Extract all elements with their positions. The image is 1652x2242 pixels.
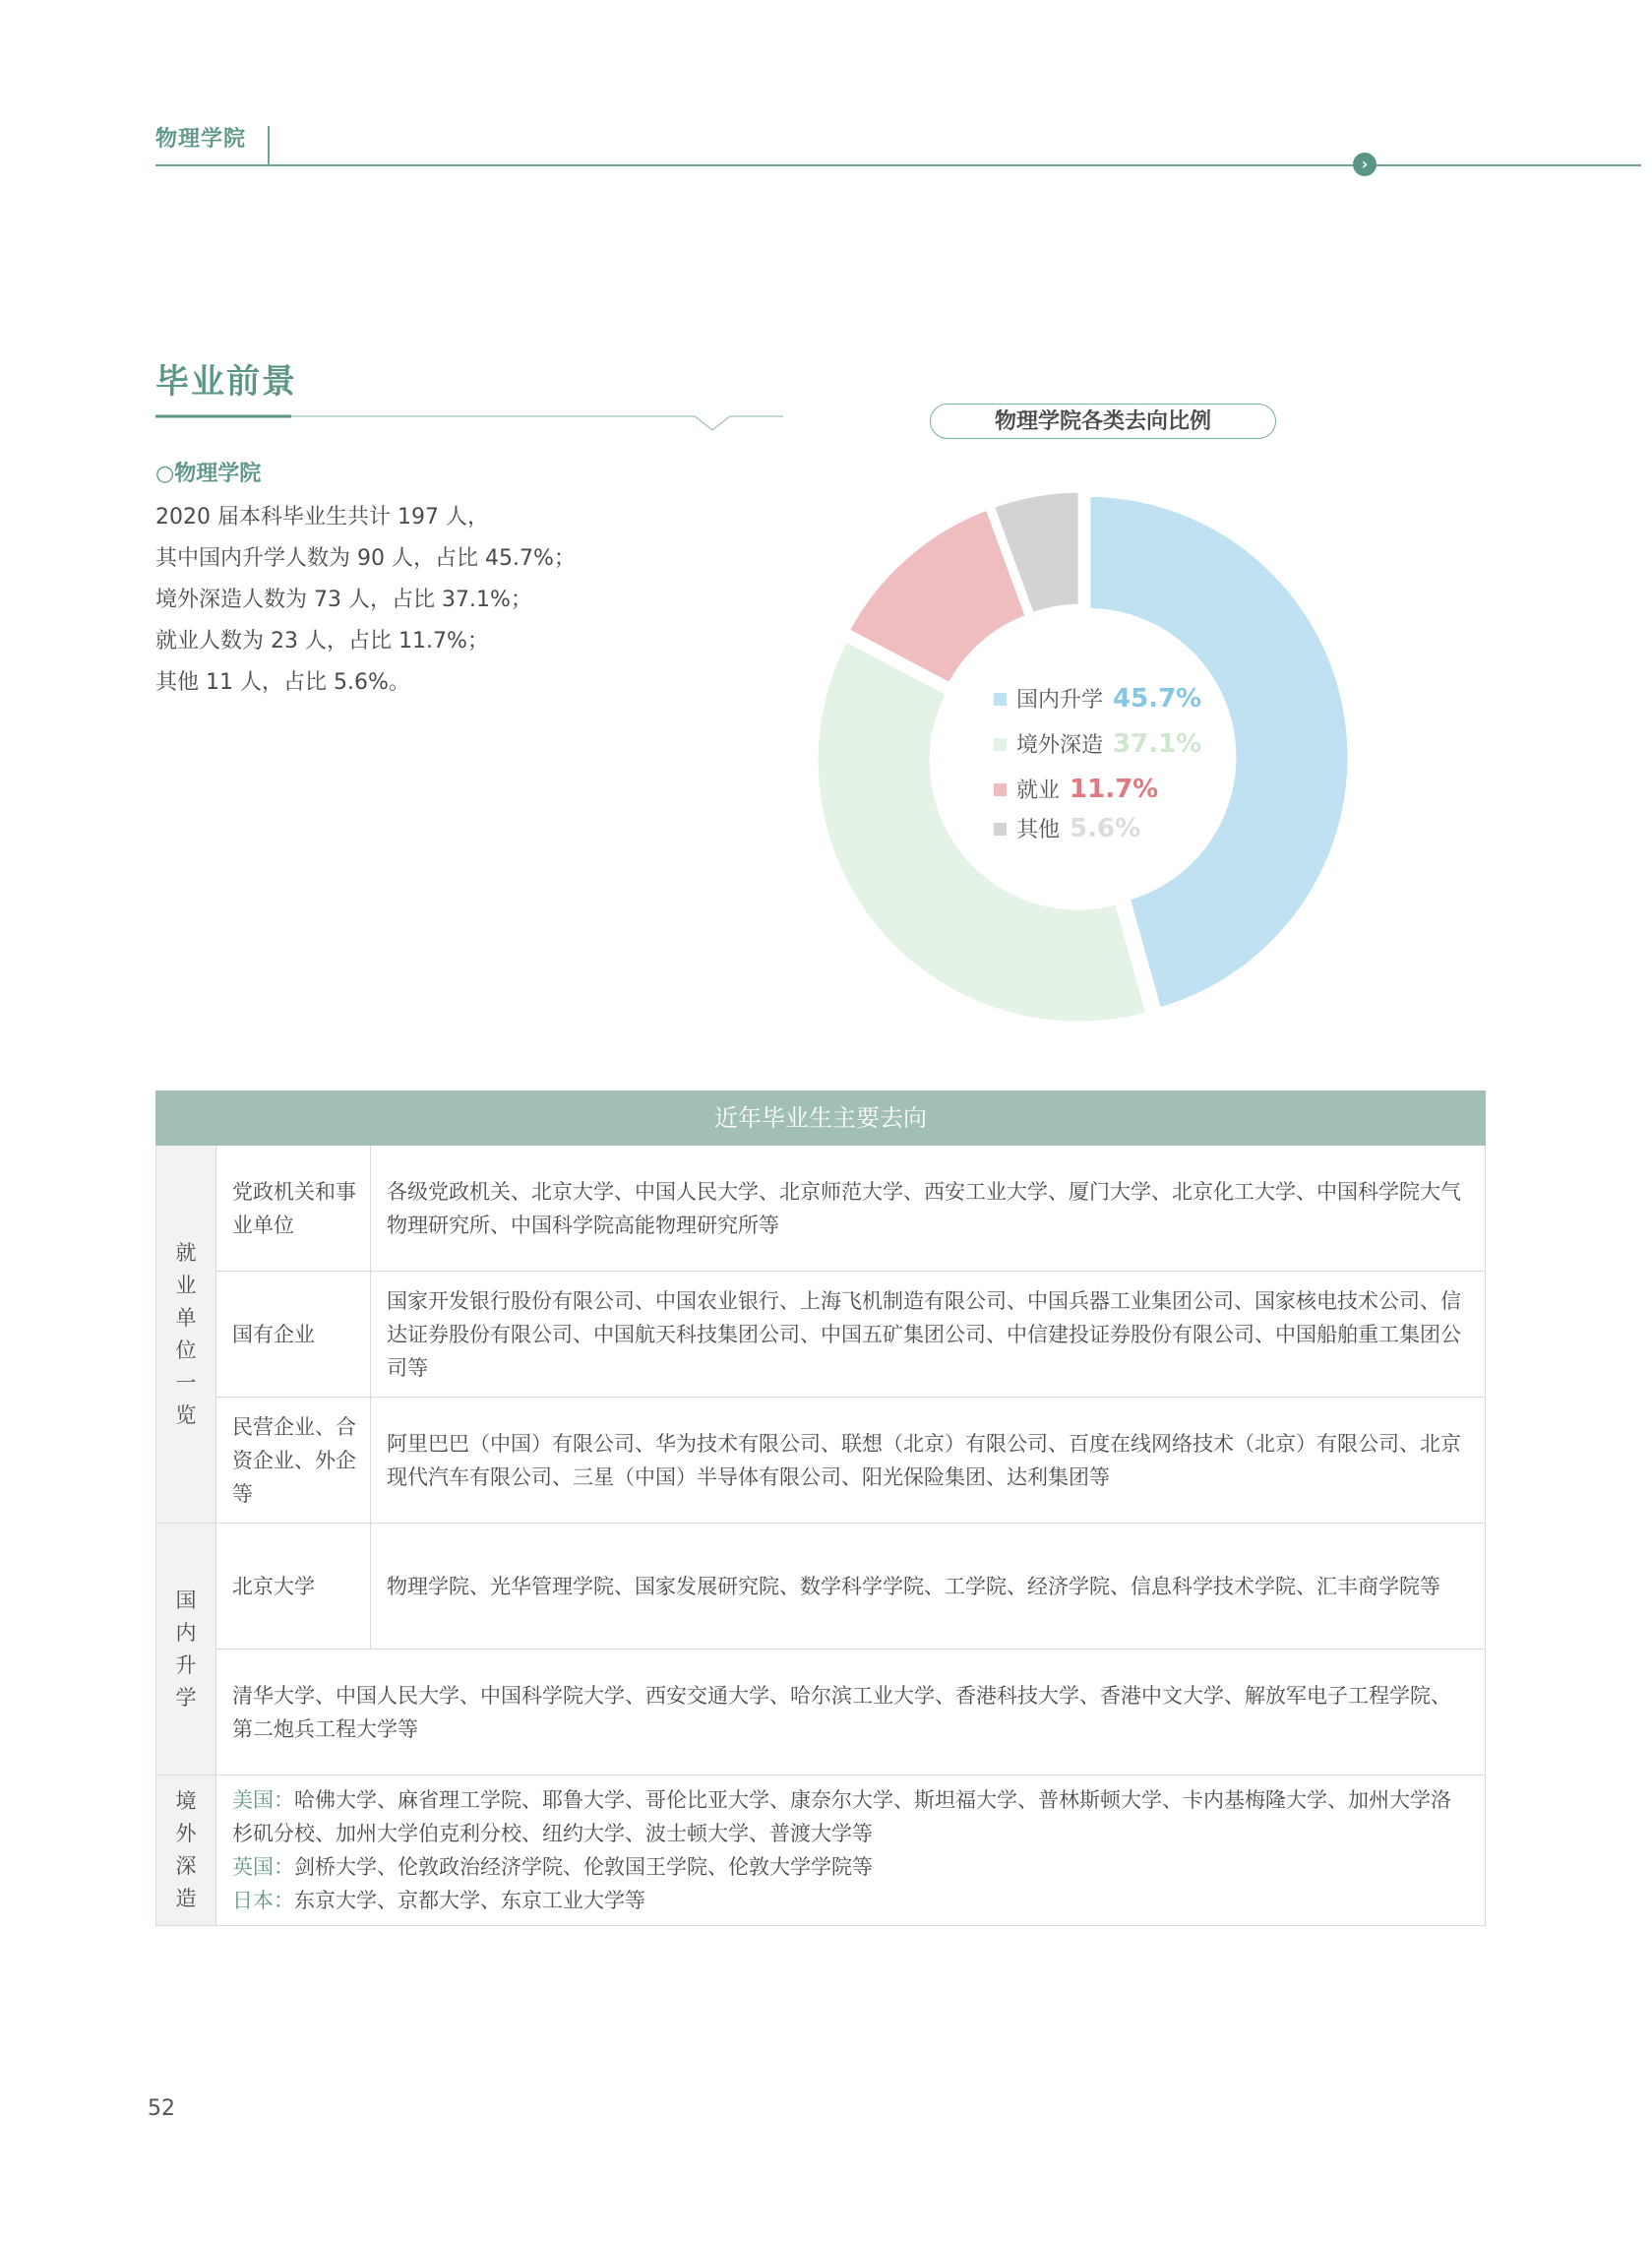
category-domestic: 国 内 升 学 <box>156 1524 216 1775</box>
abroad-us <box>232 1783 1471 1850</box>
legend-item-employment <box>994 774 1158 804</box>
category-employment: 就 业 单 位 一 览 <box>156 1146 216 1524</box>
content-state-owned: 国家开发银行股份有限公司、中国农业银行、上海飞机制造有限公司、中国兵器工业集团公司、国家核电技术公司、信达证券股份有限公司、中国航天科技集团公司、中国五矿集团公司、中信建投证券股份有限公司、中国船舶重工集团公司等 <box>371 1272 1486 1398</box>
abroad-jp-label: 日本： <box>232 1889 294 1912</box>
section-title: 毕业前景 <box>155 362 297 402</box>
legend-value: 5.6% <box>1070 814 1141 843</box>
abroad-uk <box>232 1850 1471 1884</box>
abroad-uk-label: 英国： <box>232 1855 294 1879</box>
section-title-underline <box>155 413 783 443</box>
legend-label: 其他 <box>1016 818 1061 842</box>
page-number: 52 <box>148 2096 175 2121</box>
legend-item-abroad <box>994 728 1201 759</box>
abroad-uk-content: 剑桥大学、伦敦政治经济学院、伦敦国王学院、伦敦大学学院等 <box>294 1855 873 1879</box>
content-government: 各级党政机关、北京大学、中国人民大学、北京师范大学、西安工业大学、厦门大学、北京化工大学、中国科学院大气物理研究所、中国科学院高能物理研究所等 <box>371 1146 1486 1272</box>
legend-swatch <box>994 738 1007 751</box>
sub-private: 民营企业、合资企业、外企等 <box>216 1398 371 1524</box>
intro-line-total: 2020 届本科毕业生共计 197 人， <box>155 505 489 529</box>
legend-value: 45.7% <box>1113 684 1202 714</box>
header-title: 物理学院 <box>155 127 247 152</box>
legend-label: 就业 <box>1016 778 1061 803</box>
chart-title: 物理学院各类去向比例 <box>930 404 1276 439</box>
abroad-jp-content: 东京大学、京都大学、东京工业大学等 <box>294 1889 645 1912</box>
content-pku: 物理学院、光华管理学院、国家发展研究院、数学科学学院、工学院、经济学院、信息科学技术学院、汇丰商学院等 <box>371 1524 1486 1650</box>
college-subtitle: ○物理学院 <box>155 462 262 486</box>
chevron-right-icon: › <box>1353 153 1377 176</box>
table-title: 近年毕业生主要去向 <box>156 1091 1486 1146</box>
abroad-jp <box>232 1884 1471 1917</box>
intro-line-domestic: 其中国内升学人数为 90 人，占比 45.7%； <box>155 546 576 571</box>
header-divider <box>268 126 270 165</box>
legend-label: 国内升学 <box>1016 688 1104 713</box>
sub-government: 党政机关和事业单位 <box>216 1146 371 1272</box>
sub-state-owned: 国有企业 <box>216 1272 371 1398</box>
destinations-table <box>155 1090 1486 1926</box>
sub-pku: 北京大学 <box>216 1524 371 1650</box>
legend-swatch <box>994 693 1007 706</box>
header-rule <box>155 164 1641 166</box>
legend-value: 11.7% <box>1070 775 1159 804</box>
intro-line-employment: 就业人数为 23 人，占比 11.7%； <box>155 629 489 654</box>
content-abroad <box>216 1775 1486 1926</box>
legend-label: 境外深造 <box>1016 733 1104 758</box>
legend-swatch <box>994 823 1007 836</box>
intro-line-other: 其他 11 人，占比 5.6%。 <box>155 670 410 695</box>
category-abroad: 境 外 深 造 <box>156 1775 216 1926</box>
content-domestic-others: 清华大学、中国人民大学、中国科学院大学、西安交通大学、哈尔滨工业大学、香港科技大学、香港中文大学、解放军电子工程学院、第二炮兵工程大学等 <box>216 1650 1486 1775</box>
legend-item-other <box>994 813 1140 843</box>
intro-line-abroad: 境外深造人数为 73 人，占比 37.1%； <box>155 588 532 612</box>
legend-swatch <box>994 783 1007 796</box>
legend-value: 37.1% <box>1113 729 1202 759</box>
content-private: 阿里巴巴（中国）有限公司、华为技术有限公司、联想（北京）有限公司、百度在线网络技术（北京）有限公司、北京现代汽车有限公司、三星（中国）半导体有限公司、阳光保险集团、达利集团等 <box>371 1398 1486 1524</box>
abroad-us-label: 美国： <box>232 1788 294 1812</box>
legend-item-domestic <box>994 683 1201 714</box>
abroad-us-content: 哈佛大学、麻省理工学院、耶鲁大学、哥伦比亚大学、康奈尔大学、斯坦福大学、普林斯顿大学、卡内基梅隆大学、加州大学洛杉矶分校、加州大学伯克利分校、纽约大学、波士顿大学、普渡大学等 <box>232 1788 1451 1845</box>
